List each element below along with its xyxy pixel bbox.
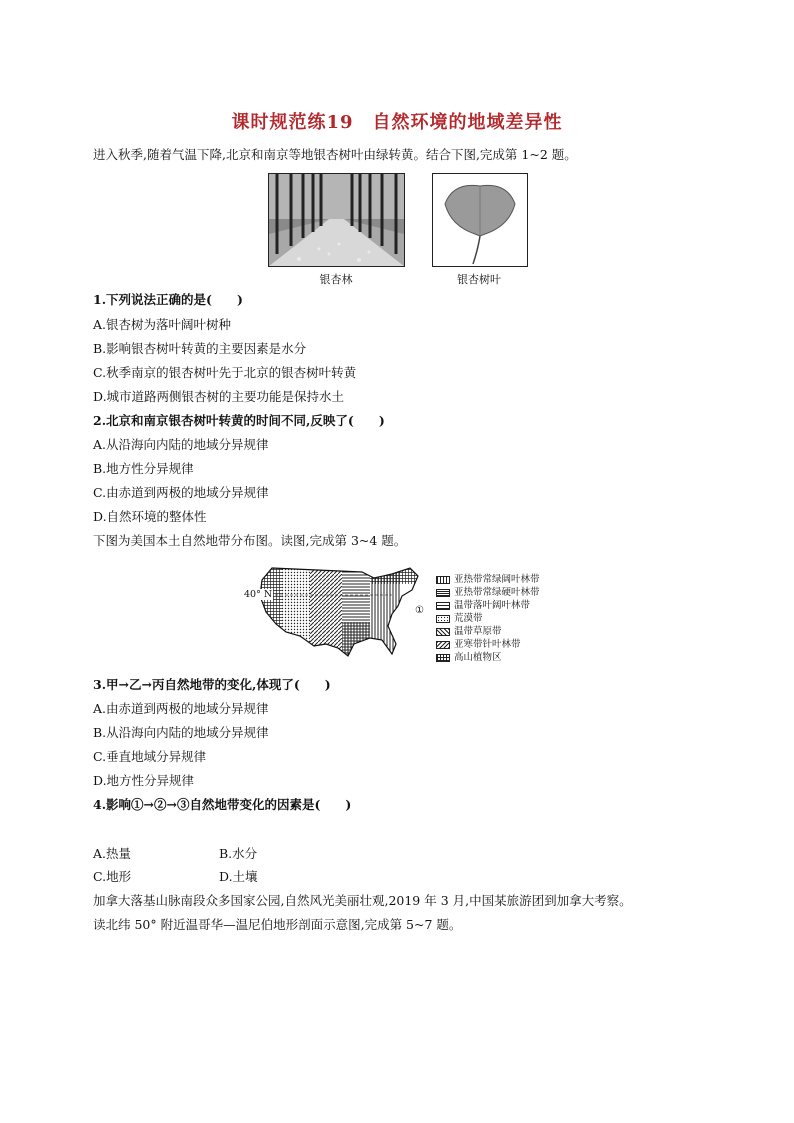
q3-option-a: A.由赤道到两极的地域分异规律 bbox=[93, 701, 269, 716]
q4-option-d: D.土壤 bbox=[219, 869, 258, 884]
q3-stem: 3.甲→乙→丙自然地带的变化,体现了( ) bbox=[93, 677, 331, 692]
legend-label: 荒漠带 bbox=[454, 613, 483, 624]
ginkgo-forest-illustration bbox=[269, 174, 404, 266]
intro2-text: 下图为美国本土自然地带分布图。读图,完成第 3~4 题。 bbox=[93, 533, 407, 548]
ginkgo-leaf-icon bbox=[433, 174, 527, 266]
legend-label: 亚热带常绿硬叶林带 bbox=[454, 587, 540, 598]
q4-stem: 4.影响①→②→③自然地带变化的因素是( ) bbox=[93, 797, 352, 812]
q3-option-c: C.垂直地域分异规律 bbox=[93, 749, 207, 764]
legend-item-subtropical-evergreen bbox=[436, 574, 540, 585]
q2-option-b: B.地方性分异规律 bbox=[93, 461, 194, 476]
q1-option-b: B.影响银杏树叶转黄的主要因素是水分 bbox=[93, 341, 307, 356]
q4-option-c: C.地形 bbox=[93, 869, 132, 884]
legend-swatch bbox=[436, 576, 450, 584]
us-map bbox=[242, 562, 432, 662]
legend-swatch bbox=[436, 628, 450, 636]
legend-item-subarctic-coniferous bbox=[436, 639, 521, 650]
legend-label: 高山植物区 bbox=[454, 652, 502, 663]
q1-option-c: C.秋季南京的银杏树叶先于北京的银杏树叶转黄 bbox=[93, 365, 357, 380]
legend-item-temperate-grassland bbox=[436, 626, 502, 637]
q4-option-b: B.水分 bbox=[219, 846, 258, 861]
map-marker-1: ① bbox=[415, 605, 424, 616]
map-latitude-label: 40° N bbox=[244, 589, 273, 600]
page-title: 课时规范练19 自然环境的地域差异性 bbox=[231, 112, 563, 133]
legend-swatch bbox=[436, 602, 450, 610]
q2-option-d: D.自然环境的整体性 bbox=[93, 509, 207, 524]
legend-swatch bbox=[436, 654, 450, 662]
q2-option-c: C.由赤道到两极的地域分异规律 bbox=[93, 485, 269, 500]
q4-option-a: A.热量 bbox=[93, 846, 132, 861]
intro3-line-1: 加拿大落基山脉南段众多国家公园,自然风光美丽壮观,2019 年 3 月,中国某旅游团到加拿大考察。 bbox=[93, 893, 632, 908]
caption-ginkgo-forest: 银杏林 bbox=[319, 273, 353, 286]
ginkgo-forest-photo bbox=[268, 173, 405, 267]
legend-item-desert bbox=[436, 613, 483, 624]
q2-stem: 2.北京和南京银杏树叶转黄的时间不同,反映了( ) bbox=[93, 413, 385, 428]
legend-label: 亚热带常绿阔叶林带 bbox=[454, 574, 540, 585]
intro-text: 进入秋季,随着气温下降,北京和南京等地银杏树叶由绿转黄。结合下图,完成第 1~2 题。 bbox=[93, 147, 577, 162]
q1-option-d: D.城市道路两侧银杏树的主要功能是保持水土 bbox=[93, 389, 345, 404]
q1-stem: 1.下列说法正确的是( ) bbox=[93, 292, 243, 307]
legend-swatch bbox=[436, 615, 450, 623]
legend-swatch bbox=[436, 589, 450, 597]
q1-option-a: A.银杏树为落叶阔叶树种 bbox=[93, 317, 232, 332]
legend-item-subtropical-sclerophyll bbox=[436, 587, 540, 598]
legend-label: 温带落叶阔叶林带 bbox=[454, 600, 531, 611]
legend-label: 亚寒带针叶林带 bbox=[454, 639, 521, 650]
legend-item-temperate-deciduous bbox=[436, 600, 530, 611]
q2-option-a: A.从沿海向内陆的地域分异规律 bbox=[93, 437, 269, 452]
caption-ginkgo-leaf: 银杏树叶 bbox=[457, 273, 501, 286]
intro3-line-2: 读北纬 50° 附近温哥华—温尼伯地形剖面示意图,完成第 5~7 题。 bbox=[93, 917, 462, 932]
ginkgo-leaf-photo bbox=[432, 173, 528, 267]
us-natural-zones-map bbox=[242, 562, 432, 662]
legend-item-alpine bbox=[436, 652, 502, 663]
legend-swatch bbox=[436, 641, 450, 649]
q3-option-b: B.从沿海向内陆的地域分异规律 bbox=[93, 725, 269, 740]
q3-option-d: D.地方性分异规律 bbox=[93, 773, 195, 788]
legend-label: 温带草原带 bbox=[454, 626, 502, 637]
